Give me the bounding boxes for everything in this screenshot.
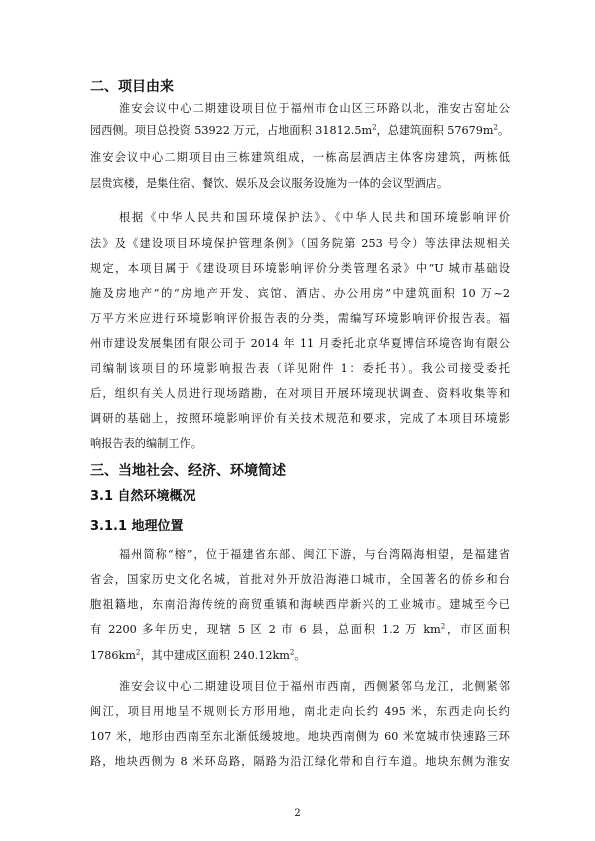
paragraph-line: 福州简称“榕”，位于福建省东部、闽江下游，与台湾隔海相望，是福建省	[119, 548, 510, 561]
paragraph-line: 州市建设发展集团有限公司于 2014 年 11 月委托北京华夏博信环境咨询有限公	[90, 337, 510, 350]
paragraph-line: 根据《中华人民共和国环境保护法》、《中华人民共和国环境影响评价	[119, 211, 510, 224]
paragraph-line: 法》及《建设项目环境保护管理条例》（国务院第 253 号令）等法律法规相关	[90, 237, 510, 250]
paragraph-line: 司编制该项目的环境影响报告表（详见附件 1：委托书）。我公司接受委托	[90, 362, 510, 375]
paragraph-line: 路，地块西侧为 8 米环岛路，隔路为沿江绿化带和自行车道。地块东侧为淮安	[90, 755, 510, 768]
paragraph-line: 胞祖籍地，东南沿海传统的商贸重镇和海峡西岸新兴的工业城市。建城至今已	[90, 598, 510, 611]
subsubsection-heading: 3.1.1 地理位置	[90, 519, 184, 534]
paragraph-line: 层贵宾楼，是集住宿、餐饮、娱乐及会议服务设施为一体的会议型酒店。	[90, 177, 449, 190]
paragraph-line: 调研的基础上，按照环境影响评价有关技术规范和要求，完成了本项目环境影	[90, 412, 510, 425]
paragraph-line: 淮安会议中心二期项目由三栋建筑组成，一栋高层酒店主体客房建筑，两栋低	[90, 151, 510, 164]
paragraph-line: 园西侧。项目总投资 53922 万元，占地面积 $31812.5m^2$，总建筑面积 $57679m^2$。	[90, 123, 510, 137]
paragraph-line: 闽江，项目用地呈不规则长方形用地，南北走向长约 495 米，东西走向长约	[90, 705, 510, 718]
paragraph-line: 施及房地产”的“房地产开发、宾馆、酒店、办公用房”中建筑面积 10 万~2	[90, 287, 510, 300]
paragraph-line: 规定，本项目属于《建设项目环境影响评价分类管理名录》中“U 城市基础设	[90, 262, 510, 275]
paragraph-line: 有 2200 多年历史，现辖 5 区 2 市 6 县，总面积 1.2 万 $km^2$，市区面积	[90, 622, 510, 636]
subsection-heading: 3.1 自然环境概况	[90, 489, 196, 504]
paragraph-line: $1786km^2$，其中建成区面积 $240.12km^2$。	[90, 648, 306, 662]
paragraph-line: 后，组织有关人员进行现场踏勘，在对项目开展环境现状调查、资料收集等和	[90, 387, 510, 400]
paragraph-line: 响报告表的编制工作。	[90, 437, 202, 450]
paragraph-line: 淮安会议中心二期建设项目位于福州市仓山区三环路以北，淮安古窑址公	[119, 102, 510, 115]
section-heading-project-origin: 二、项目由来	[90, 79, 174, 95]
paragraph-line: 省会，国家历史文化名城，首批对外开放沿海港口城市，全国著名的侨乡和台	[90, 573, 510, 586]
page-number: 2	[294, 808, 301, 819]
section-heading-local-overview: 三、当地社会、经济、环境简述	[90, 463, 286, 479]
paragraph-line: 淮安会议中心二期建设项目位于福州市西南，西侧紧邻乌龙江，北侧紧邻	[119, 680, 510, 693]
paragraph-line: 万平方米应进行环境影响评价报告表的分类，需编写环境影响评价报告表。福	[90, 312, 510, 325]
paragraph-line: 107 米，地形由西南至东北渐低缓坡地。地块西南侧为 60 米宽城市快速路三环	[90, 730, 510, 743]
